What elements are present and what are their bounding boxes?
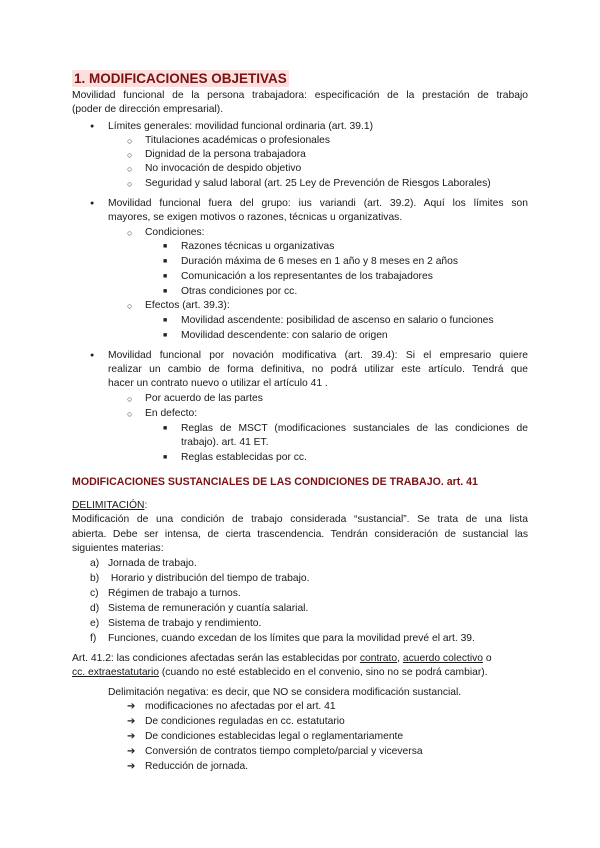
circle-bullet-icon [127,407,132,422]
link-contrato: contrato [359,653,398,664]
list-item: Reglas establecidas por cc. [181,452,307,463]
subheading-label: DELIMITACIÓN [72,500,145,511]
link-acuerdo-colectivo: acuerdo colectivo [402,653,483,664]
square-bullet-icon [163,422,167,437]
section-heading: 1. MODIFICACIONES OBJETIVAS [74,71,287,86]
circle-bullet-icon [127,299,132,314]
list-item: Sistema de remuneración y cuantía salarial. [108,603,309,614]
list-item: Conversión de contratos tiempo completo/parcial y viceversa [145,746,423,757]
subheading [72,499,147,513]
arrow-bullet-icon [127,745,135,759]
paragraph-line: mayores, se exigen motivos o razones, técnicas u organizativas. [108,212,403,223]
square-bullet-icon [163,314,167,329]
art412-prefix: Art. 41.2: las condiciones afectadas serán las establecidas por [72,653,360,664]
circle-bullet-icon [127,134,132,149]
list-letter: a) [90,558,100,569]
arrow-bullet-icon [127,700,135,714]
list-item: De condiciones establecidas legal o reglamentariamente [145,731,404,742]
list-item: Reglas de MSCT (modificaciones sustanciales de las condiciones de [181,423,528,434]
square-bullet-icon [163,255,167,270]
square-bullet-icon [163,451,167,466]
list-item: Dignidad de la persona trabajadora [145,149,306,160]
list-item: No invocación de despido objetivo [145,163,302,174]
list-item: modificaciones no afectadas por el art. 41 [145,701,336,712]
paragraph-line: realizar un cambio de forma definitiva, no podrá utilizar este artículo. Tendrá que [108,364,528,375]
list-item: Razones técnicas u organizativas [181,241,335,252]
list-item: Sistema de trabajo y rendimiento. [108,618,262,629]
square-bullet-icon [163,329,167,344]
arrow-bullet-icon [127,760,135,774]
list-item: Otras condiciones por cc. [181,286,298,297]
list-letter: b) [90,573,100,584]
bullet-icon [90,120,94,135]
art412-comma: , [397,653,403,664]
list-item: Titulaciones académicas o profesionales [145,135,331,146]
circle-bullet-icon [127,226,132,241]
list-item: Efectos (art. 39.3): [145,300,230,311]
list-item: trabajo). art. 41 ET. [181,437,269,448]
list-letter: f) [90,633,97,644]
paragraph-line [72,666,488,680]
list-item: Horario y distribución del tiempo de trabajo. [108,573,310,584]
square-bullet-icon [163,270,167,285]
list-letter: c) [90,588,99,599]
list-item: Límites generales: movilidad funcional ordinaria (art. 39.1) [108,121,373,132]
list-letter: d) [90,603,100,614]
paragraph-line: Delimitación negativa: es decir, que NO se considera modificación sustancial. [108,687,462,698]
list-item: Duración máxima de 6 meses en 1 año y 8 meses en 2 años [181,256,459,267]
circle-bullet-icon [127,392,132,407]
art412-o: o [483,653,492,664]
art412-rest: (cuando no esté establecido en el convenio, sino no se podrá cambiar). [159,667,488,678]
intro-line: (poder de dirección empresarial). [72,104,224,115]
section-heading: MODIFICACIONES SUSTANCIALES DE LAS CONDICIONES DE TRABAJO. art. 41 [72,476,478,488]
list-item: Seguridad y salud laboral (art. 25 Ley de Prevención de Riesgos Laborales) [145,178,491,189]
arrow-bullet-icon [127,730,135,744]
list-item: Funciones, cuando excedan de los límites que para la movilidad prevé el art. 39. [108,633,475,644]
link-cc-extraestatutario: cc. extraestatutario [72,667,159,678]
paragraph-line: hacer un contrato nuevo o utilizar el artículo 41 . [108,378,328,389]
bullet-icon [90,349,94,364]
paragraph-line [72,652,492,666]
square-bullet-icon [163,240,167,255]
paragraph-line: siguientes materias: [72,543,164,554]
list-letter: e) [90,618,100,629]
list-item: Jornada de trabajo. [108,558,197,569]
paragraph-line: Movilidad funcional por novación modificativa (art. 39.4): Si el empresario quiere [108,350,528,361]
list-item: Reducción de jornada. [145,761,249,772]
subheading-colon: : [144,500,148,511]
circle-bullet-icon [127,148,132,163]
list-item: Movilidad descendente: con salario de origen [181,330,388,341]
square-bullet-icon [163,285,167,300]
paragraph-line: Modificación de una condición de trabajo considerada “sustancial”. Se trata de una lista [72,514,528,525]
circle-bullet-icon [127,162,132,177]
list-item: De condiciones reguladas en cc. estatutario [145,716,345,727]
intro-line: Movilidad funcional de la persona trabajadora: especificación de la prestación de trabajo [72,90,528,101]
list-item: Condiciones: [145,227,205,238]
list-item: Comunicación a los representantes de los trabajadores [181,271,433,282]
list-item: Régimen de trabajo a turnos. [108,588,241,599]
paragraph-line: Movilidad funcional fuera del grupo: ius variandi (art. 39.2). Aquí los límites son [108,198,528,209]
list-item: En defecto: [145,408,198,419]
list-item: Por acuerdo de las partes [145,393,263,404]
list-item: Movilidad ascendente: posibilidad de ascenso en salario o funciones [181,315,494,326]
paragraph-line: abierta. Debe ser intensa, de cierta trascendencia. Tendrán consideración de sustancial las [72,529,528,540]
circle-bullet-icon [127,177,132,192]
bullet-icon [90,197,94,212]
arrow-bullet-icon [127,715,135,729]
